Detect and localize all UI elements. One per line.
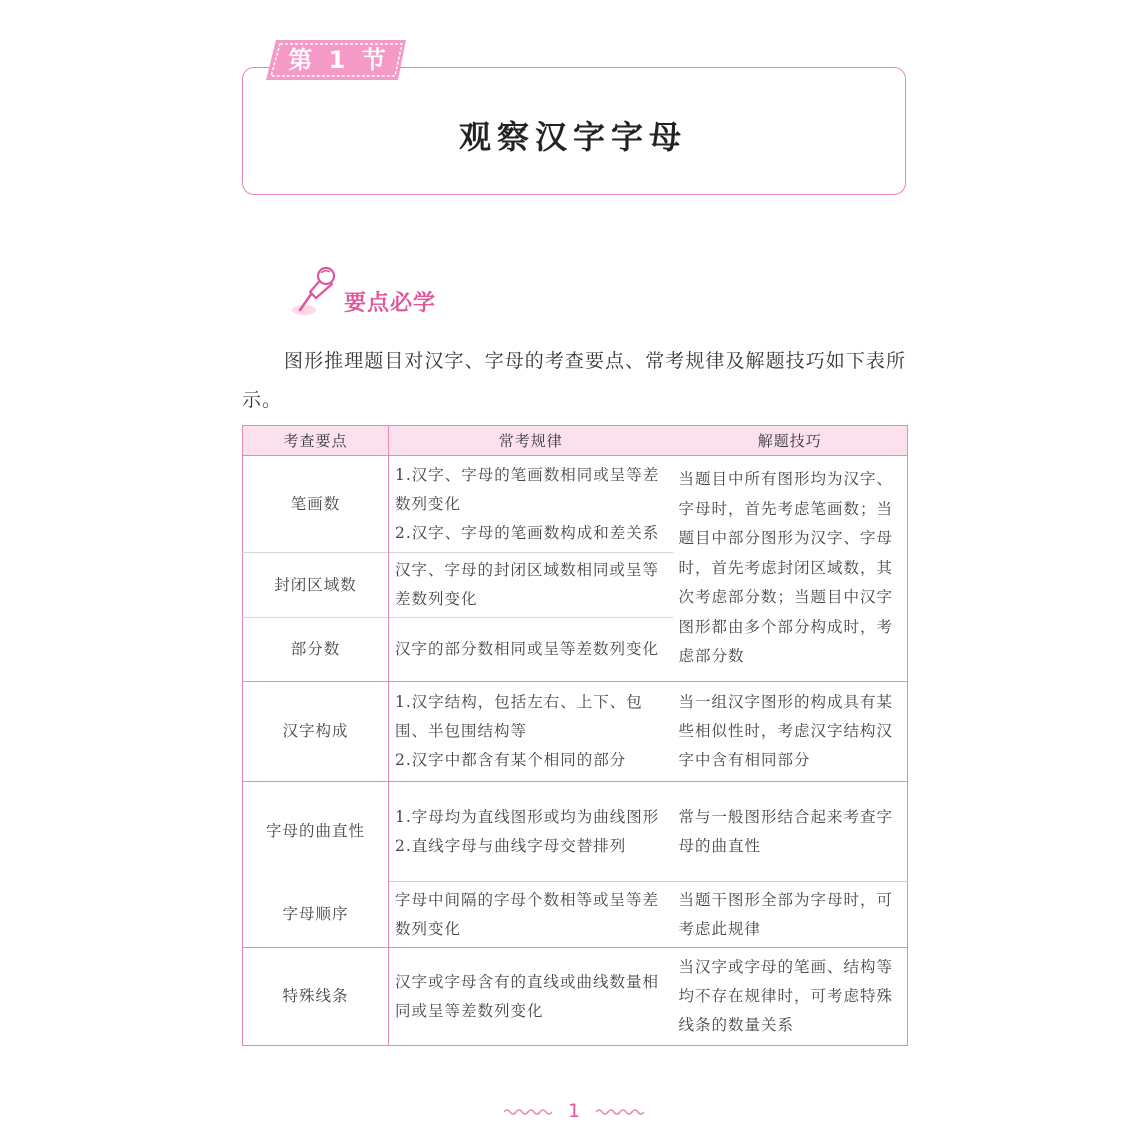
- table-cell: 汉字、字母的封闭区域数相同或呈等差数列变化: [389, 553, 673, 618]
- table-cell: 部分数: [243, 618, 389, 682]
- page-number: 1: [567, 1100, 581, 1122]
- table-cell: 笔画数: [243, 456, 389, 553]
- table-cell: [389, 682, 673, 782]
- table-cell: 当题目中所有图形均为汉字、字母时，首先考虑笔画数；当题目中部分图形为汉字、字母时，首先考虑封闭区域数，其次考虑部分数；当题目中汉字图形都由多个部分构成时，考虑部分数: [678, 470, 894, 666]
- column-header: 常考规律: [389, 426, 673, 456]
- column-header: 解题技巧: [673, 426, 908, 456]
- table-row: [243, 882, 908, 948]
- table-cell: 汉字的部分数相同或呈等差数列变化: [389, 618, 673, 682]
- table-row: [243, 456, 908, 553]
- table-cell: 当汉字或字母的笔画、结构等均不存在规律时，可考虑特殊线条的数量关系: [673, 948, 908, 1046]
- table-row: [243, 682, 908, 782]
- rule-item: 1.汉字、字母的笔画数相同或呈等差数列变化: [395, 465, 660, 513]
- table-cell: 字母中间隔的字母个数相等或呈等差数列变化: [389, 882, 673, 948]
- rule-item: 2.汉字、字母的笔画数构成和差关系: [395, 523, 660, 542]
- table-cell: 字母顺序: [243, 882, 389, 948]
- table-cell: 汉字或字母含有的直线或曲线数量相同或呈等差数列变化: [389, 948, 673, 1046]
- section-subheading: 要点必学: [344, 291, 437, 316]
- wave-ornament-icon: [504, 1107, 552, 1117]
- pushpin-icon: [290, 266, 338, 318]
- rule-item: 2.汉字中都含有某个相同的部分: [395, 751, 627, 769]
- table-cell: 汉字构成: [243, 682, 389, 782]
- section-tab-label: 第 1 节: [288, 46, 390, 74]
- table-cell: 特殊线条: [243, 948, 389, 1046]
- table-row: [243, 948, 908, 1046]
- table-cell: 常与一般图形结合起来考查字母的曲直性: [673, 782, 908, 882]
- table-cell: 当题干图形全部为字母时，可考虑此规律: [673, 882, 908, 948]
- chapter-title: 观察汉字字母: [458, 118, 687, 156]
- wave-ornament-icon: [596, 1107, 644, 1117]
- intro-paragraph: 图形推理题目对汉字、字母的考查要点、常考规律及解题技巧如下表所示。: [242, 350, 906, 411]
- table-cell: 字母的曲直性: [243, 782, 389, 882]
- summary-table: [242, 425, 908, 1046]
- rule-item: 2.直线字母与曲线字母交替排列: [395, 836, 627, 855]
- table-cell: 当一组汉字图形的构成具有某些相似性时，考虑汉字结构汉字中含有相同部分: [673, 682, 908, 782]
- rule-item: 1.汉字结构，包括左右、上下、包围、半包围结构等: [395, 693, 643, 740]
- column-header: 考查要点: [243, 426, 389, 456]
- table-header-row: [243, 426, 908, 456]
- table-cell: 封闭区域数: [243, 553, 389, 618]
- page-footer: [0, 1100, 1148, 1122]
- table-row: [243, 782, 908, 882]
- section-tab: [266, 40, 412, 80]
- table-cell: [389, 456, 673, 553]
- table-cell: [389, 782, 673, 882]
- rule-item: 1.字母均为直线图形或均为曲线图形: [395, 807, 660, 826]
